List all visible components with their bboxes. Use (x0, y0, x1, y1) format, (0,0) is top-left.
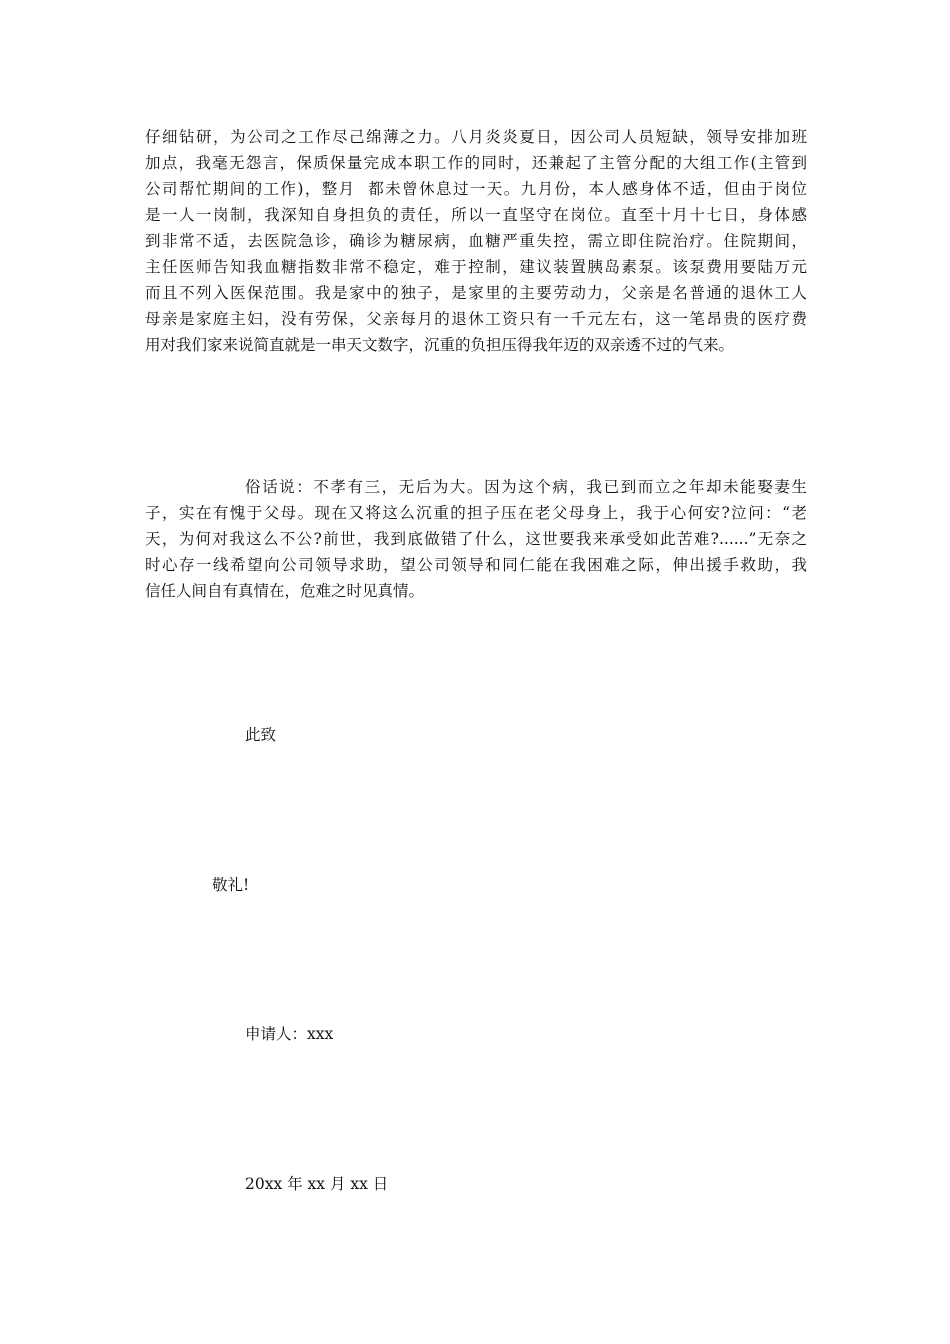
paragraph-2-line: 时心存一线希望向公司领导求助，望公司领导和同仁能在我困难之际，伸出援手救助，我 (145, 556, 807, 574)
paragraph-1-line: 加点，我毫无怨言，保质保量完成本职工作的同时，还兼起了主管分配的大组工作(主管到 (145, 154, 807, 172)
salutation: 此致 (245, 726, 277, 744)
paragraph-1-line: 是一人一岗制，我深知自身担负的责任，所以一直坚守在岗位。直至十月十七日，身体感 (145, 206, 807, 224)
paragraph-2-line: 子，实在有愧于父母。现在又将这么沉重的担子压在老父母身上，我于心何安?泣问：“老 (145, 504, 807, 522)
paragraph-1-line: 而且不列入医保范围。我是家中的独子，是家里的主要劳动力，父亲是名普通的退休工人 (145, 284, 807, 302)
paragraph-2-line: 俗话说：不孝有三，无后为大。因为这个病，我已到而立之年却未能娶妻生 (245, 478, 807, 496)
paragraph-2-line: 信任人间自有真情在，危难之时见真情。 (145, 582, 425, 600)
paragraph-1-line: 仔细钻研，为公司之工作尽己绵薄之力。八月炎炎夏日，因公司人员短缺，领导安排加班 (145, 128, 807, 146)
applicant-signature: 申请人：xxx (245, 1025, 334, 1043)
regards: 敬礼! (212, 876, 250, 894)
paragraph-1-line: 到非常不适，去医院急诊，确诊为糖尿病，血糖严重失控，需立即住院治疗。住院期间， (145, 232, 807, 250)
paragraph-1-line: 用对我们家来说简直就是一串天文数字，沉重的负担压得我年迈的双亲透不过的气来。 (145, 336, 735, 354)
paragraph-1-line: 母亲是家庭主妇，没有劳保，父亲每月的退休工资只有一千元左右，这一笔昂贵的医疗费 (145, 310, 807, 328)
date: 20xx 年 xx 月 xx 日 (245, 1175, 389, 1193)
paragraph-1-line: 公司帮忙期间的工作)，整月 都未曾休息过一天。九月份，本人感身体不适，但由于岗位 (145, 180, 807, 198)
paragraph-1-line: 主任医师告知我血糖指数非常不稳定，难于控制，建议装置胰岛素泵。该泵费用要陆万元 (145, 258, 807, 276)
paragraph-2-line: 天，为何对我这么不公?前世，我到底做错了什么，这世要我来承受如此苦难?......”无奈之 (145, 530, 807, 548)
